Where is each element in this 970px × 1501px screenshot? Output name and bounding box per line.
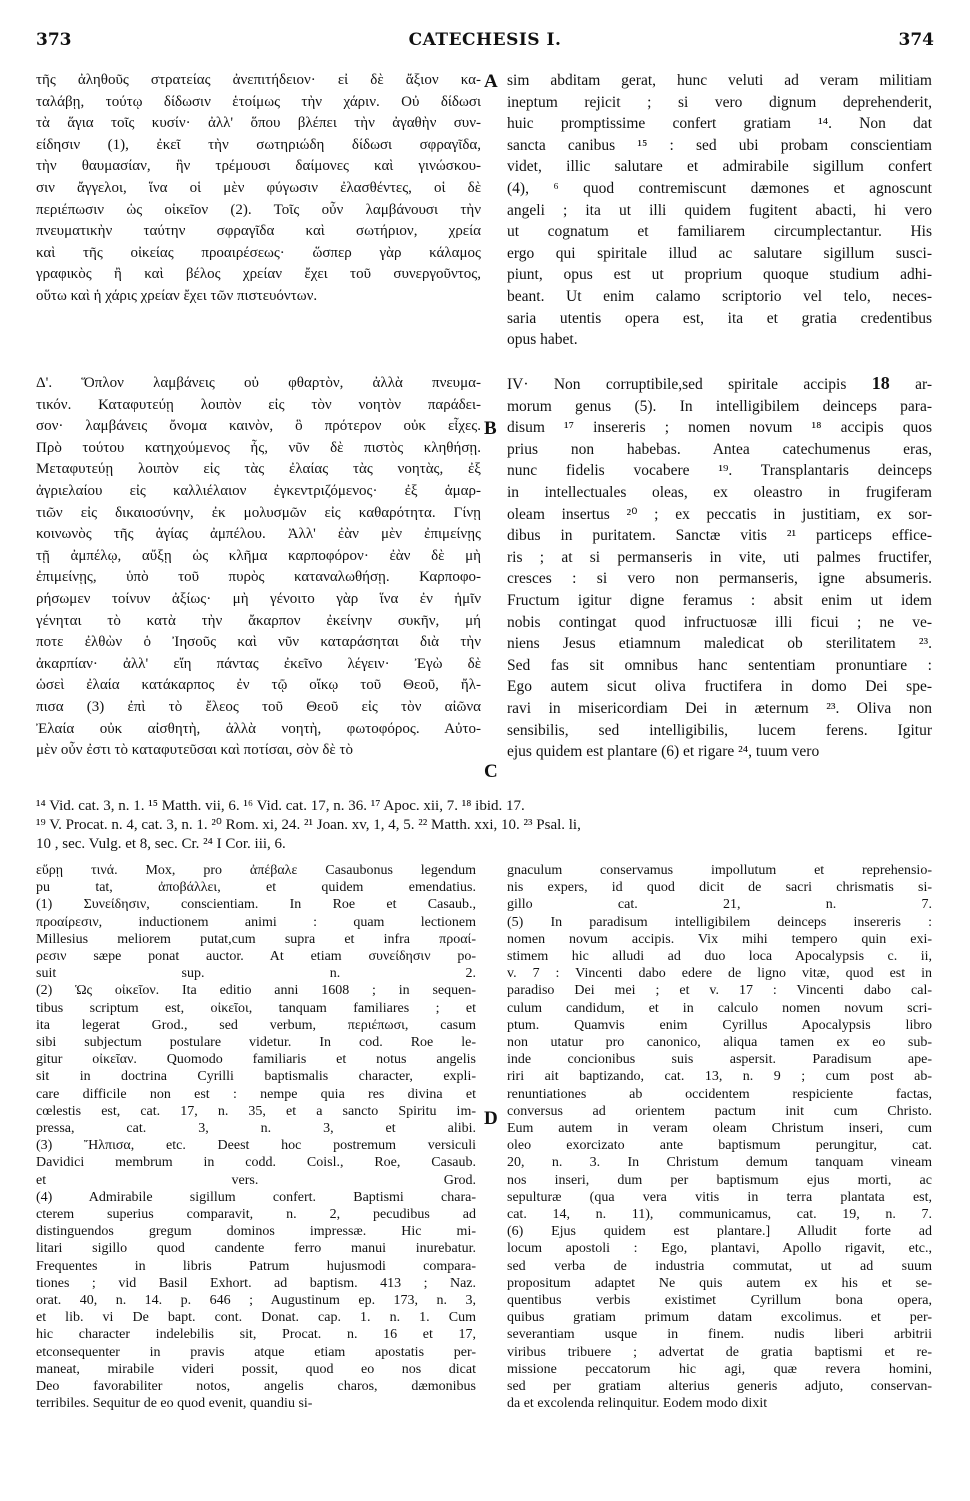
text-line: pu tat, ἀποβάλλει, et quidem emendatius. [36, 880, 476, 896]
text-line: Sed fas sit omnibus hanc sententiam pronuntiare : [507, 656, 932, 674]
text-line: pressa, cat. 3, n. 3, et alibi. [36, 1121, 476, 1137]
footnote-line-1: ¹⁴ Vid. cat. 3, n. 1. ¹⁵ Matth. vii, 6. ¹⁶ Vid. cat. 17, n. 36. ¹⁷ Apoc. xii, 7. ¹⁸ ibid. 17. [36, 798, 525, 814]
text-line: litari sigillo quod candente ferro manui inurebatur. [36, 1241, 476, 1257]
text-line: non utatur pro canonico, aliqua tamen ex eo sub- [507, 1035, 932, 1051]
text-line: περιέπωσιν ὡς οἰκεῖον (2). Τοῖς οὖν λαμβάνουσι τὴν [36, 201, 481, 218]
text-line: ris ; at si permanseris in vite, uti palmes fructifer, [507, 548, 932, 566]
footnote-line-3: 10 , sec. Vulg. et 8, sec. Cr. ²⁴ I Cor. iii, 6. [36, 836, 286, 852]
text-line: ergo qui spiritale illud ac salutare sigillum susci- [507, 244, 932, 262]
text-line: care difficile non est : nempe quia res divina et [36, 1086, 476, 1102]
text-line: paradiso Dei mei ; et v. 17 : Vincenti dabo cal- [507, 983, 932, 999]
page-number-right: 374 [898, 30, 934, 50]
text-line: sensibilis, sed intelligibilis, lucem ferens. Igitur [507, 721, 932, 739]
text-line: Μεταφυτεύῃ λοιπὸν εἰς τὰς ἐλαίας τὰς νοητὰς, ἐξ [36, 461, 481, 478]
text-line: (5) In paradisum intelligibilem deinceps insereris : [507, 914, 932, 930]
text-line: gillo cat. 21, n. 7. [507, 897, 932, 913]
text-line: πισα (3) ἐπὶ τὸ ἔλεος τοῦ Θεοῦ εἰς τὸν αἰῶνα [36, 698, 481, 715]
text-line: Δ'. Ὅπλον λαμβάνεις οὐ φθαρτὸν, ἀλλὰ πνευμα- [36, 375, 481, 391]
text-line: ptum. Quamvis enim Cyrillus Apocalypsis libro [507, 1017, 932, 1033]
text-line: in intellectuales oleas, ex oleastro in frugiferam [507, 483, 932, 501]
text-line: quentibus verbis existimet Cyrillum bona opera, [507, 1293, 932, 1309]
text-line: culum candidum, et in calculo nomen novum scri- [507, 1000, 932, 1016]
text-line: (3) Ἤλπισα, etc. Deest hoc postremum versiculi [36, 1138, 476, 1154]
text-line: Frequentes in libris Patrum hujusmodi compara- [36, 1258, 476, 1274]
text-line: et lib. vi De bapt. cont. Donat. cap. 1. n. 1. Cum [36, 1310, 476, 1326]
text-line: sancta canibus ¹⁵ : sed ubi probam conscientiam [507, 136, 932, 154]
text-line: prius non habebas. Antea catechumenus eras, [507, 440, 932, 458]
text-line: riri ait baptizando, cat. 13, n. 9 ; cum post ab- [507, 1069, 932, 1085]
text-line: nomen novum accipis. Vix mihi tempero quin exi- [507, 931, 932, 947]
text-line: πνευματικὴν ταύτην σφραγῖδα καὶ σωτήριον, χρεία [36, 223, 481, 240]
text-line: maneat, mirabile videri possit, quod eo nos dicat [36, 1361, 476, 1377]
text-line: γένηται τὸ κατὰ τὴν ἄκαρπον ἐκείνην συκῆν, μή [36, 612, 481, 629]
text-line: Fructum igitur digne feramus : absit enim ut idem [507, 591, 932, 609]
text-line: ὡσεὶ ἐλαία κατάκαρπος ἐν τῷ οἴκῳ τοῦ Θεοῦ, ἤλ- [36, 677, 481, 694]
margin-marker-b: B [484, 418, 497, 439]
text-line: et vers. Grod. [36, 1172, 476, 1188]
text-line: cresces : si vero non permanseris, igne absumeris. [507, 570, 932, 588]
text-line: (2) Ὡς οἰκεῖον. Ita editio anni 1608 ; in sequen- [36, 983, 476, 999]
text-line: morum genus (5). In intelligibilem deinceps para- [507, 397, 932, 415]
text-line: niens Jesus etiamnum maledicat ob sterilitatem ²³. [507, 635, 932, 653]
greek-column-paragraph-1 [36, 70, 481, 308]
latin-line: IV· Non corruptibile,sed spiritale accipis 18 ar- [507, 373, 932, 393]
text-line: (1) Συνείδησιν, conscientiam. In Roe et Casaub., [36, 897, 476, 913]
text-line: Ego autem sicut oliva fructifera in domo Dei spe- [507, 678, 932, 696]
text-line: inde concionibus suis aspersit. Paradisum ape- [507, 1052, 932, 1068]
text-line: καὶ τῆς οἰκείας προαιρέσεως· ὥσπερ γὰρ κάλαμος [36, 244, 481, 261]
text-line: cterem superius comparavit, n. 2, pecudibus ad [36, 1207, 476, 1223]
text-line: Davidici membrum in codd. Coisl., Roe, Casaub. [36, 1155, 476, 1171]
text-line: σον· λαμβάνεις ὄνομα καινὸν, ὃ πρότερον οὐκ εἶχες. [36, 418, 481, 435]
text-line: conversus ad orientem pactum init cum Christo. [507, 1103, 932, 1119]
text-line: gnaculum conservamus impollutum et reprehensio- [507, 863, 932, 878]
text-line: Millesius meliorem putat,cum supra et infra προαί- [36, 931, 476, 947]
text-line: ποτε ἐλθὼν ὁ Ἰησοῦς καὶ νῦν καταράσηται διὰ τὴν [36, 634, 481, 651]
text-line: orat. 40, n. 14. p. 646 ; Augustinum ep. 173, n. 3, [36, 1293, 476, 1309]
notes-left-column [36, 862, 476, 1413]
text-line: nunc fidelis vocabere ¹⁹. Transplantaris deinceps [507, 462, 932, 480]
margin-marker-a: A [484, 71, 498, 92]
text-line: gitur οἰκεῖαν. Quomodo familiaris et notus angelis [36, 1052, 476, 1068]
text-line: huic promptissime confert gratiam ¹⁴. Non dat [507, 115, 932, 133]
text-line: cat. 14, n. 11), communicamus, cat. 19, n. 7. [507, 1207, 932, 1223]
text-line: (6) Ejus quidem est plantare.] Alludit forte ad [507, 1224, 932, 1240]
text-line: ρεσιν sæpe ponat auctor. At etiam συνείδησιν po- [36, 949, 476, 965]
text-line: ejus quidem est plantare (6) et rigare ²⁴, tuum vero [507, 743, 820, 761]
chapter-number: 18 [871, 373, 890, 393]
greek-column-paragraph-2 [36, 373, 481, 762]
text-line: etconsequenter in pravis atque etiam apostatis per- [36, 1344, 476, 1360]
text-line: suit sup. n. 2. [36, 966, 476, 982]
text-line: κοινωνὸς τῆς ἁγίας ἀμπέλου. Ἀλλ' ἐὰν μὲν ἐπιμείνῃς [36, 526, 481, 543]
text-line: sibi subjectum postulare videtur. In cod. Roe le- [36, 1035, 476, 1051]
text-line: hic character indelebilis sit, Procat. n. 16 et 17, [36, 1327, 476, 1343]
text-line: τὰ ἅγια τοῖς κυσίν· ἀλλ' ὅπου βλέπει τὴν ἀγαθὴν συν- [36, 115, 481, 132]
text-line: da et excolenda relinquitur. Eodem modo dixit [507, 1396, 768, 1412]
text-line: Ἐλαία οὐκ αἰσθητὴ, ἀλλὰ νοητὴ, φωτοφόρος. Αὐτο- [36, 720, 481, 737]
text-line: oleo exorcizato ante baptismum perungitur, cat. [507, 1138, 932, 1154]
text-line: τῆς ἀληθοῦς στρατείας ἀνεπιτήδειον· εἰ δὲ ἄξιον κα- [36, 72, 481, 88]
text-line: sit in doctrina Cyrilli baptismalis character, expli- [36, 1069, 476, 1085]
text-line: τῇ ἀμπέλῳ, αὔξῃ ὡς κλῆμα καρποφόρον· ἐὰν δὲ μὴ [36, 547, 481, 564]
text-line: sed per gratiam alterius generis adjuto, conservan- [507, 1379, 932, 1395]
latin-column-paragraph-2 [507, 373, 932, 763]
text-line: distinguendos gregum dominos impressæ. Hic mi- [36, 1224, 476, 1240]
text-line: ἀγριελαίου εἰς καλλιέλαιον ἐγκεντριζόμενος· ἐξ ἁμαρ- [36, 482, 481, 499]
running-title: CATECHESIS I. [408, 30, 562, 50]
text-line: sed verba de industria commutat, ut ad suum [507, 1258, 932, 1274]
latin-column-paragraph-1 [507, 70, 932, 351]
margin-marker-c: C [484, 761, 498, 782]
text-line: saria utentis opera est, ita et gratia credentibus [507, 309, 932, 327]
text-line: piunt, opus est ut proprium quoque studium adhi- [507, 266, 932, 284]
text-line: τὴν θαυμασίαν, ἣν τρέμουσι δαίμονες καὶ γινώσκου- [36, 158, 481, 175]
text-line: sim abditam gerat, hunc veluti ad veram militiam [507, 72, 932, 89]
text-line: προαίρεσιν, inductionem animi : quam lectionem [36, 914, 476, 930]
text-line: nobis contingat quod infructuosæ illi ficui ; ne ve- [507, 613, 932, 631]
text-line: missione peccatorum hic agi, quæ revera homini, [507, 1361, 932, 1377]
text-line: ita legerat Grod., sed verbum, περιέπωσι, casum [36, 1017, 476, 1033]
text-line: propositum adaptet Ne quis autem ex his et se- [507, 1275, 932, 1291]
text-line: (4) Admirabile sigillum confert. Baptismi chara- [36, 1189, 476, 1205]
text-line: beant. Ut enim calamo scriptorio vel telo, neces- [507, 287, 932, 305]
text-line: Deo favorabiliter notos, angelis charos, dæmonibus [36, 1379, 476, 1395]
text-line: ineptum rejicit ; si vero dignum deprehenderit, [507, 93, 932, 111]
footnote-line-2: ¹⁹ V. Procat. n. 4, cat. 3, n. 1. ²⁰ Rom. xi, 24. ²¹ Joan. xv, 1, 4, 5. ²² Matth. xxi, 10. ²³ Psal. li, [36, 817, 581, 833]
text-line: οὕτω καὶ ἡ χάρις χρείαν ἔχει τῶν πιστευόντων. [36, 287, 318, 304]
text-line: videt, illic salutare et admirabile sigillum confert [507, 158, 932, 176]
text-line: μὲν οὖν ἐστι τὸ καταφυτεῦσαι καὶ ποτίσαι, σὸν δὲ τὸ [36, 742, 353, 759]
text-line: ταλάβῃ, τούτῳ δίδωσιν ἑτοίμως τὴν χάριν. Οὐ δίδωσι [36, 93, 481, 110]
text-line: nos inseri, dum per baptismum ejus morti, ac [507, 1172, 932, 1188]
text-line: ravi in misericordiam Dei in æternum ²³. Oliva non [507, 699, 932, 717]
text-line: viribus tribuere ; advertat de gratia baptismi et re- [507, 1344, 932, 1360]
text-line: γραφικὸς ἢ καὶ βέλος χρείαν ἔχει τοῦ συνεργοῦντος, [36, 266, 481, 283]
text-line: (4), ⁶ quod contremiscunt dæmones et agnoscunt [507, 179, 932, 197]
text-line: severantiam usque in finem. nudis liberi arbitrii [507, 1327, 932, 1343]
text-line: tibus scriptum est, οἰκεῖοι, tanquam familiares ; et [36, 1000, 476, 1016]
text-line: locum apostoli : Ego, plantavi, Apollo rigavit, etc., [507, 1241, 932, 1257]
text-line: Πρὸ τούτου κατηχούμενος ἦς, νῦν δὲ πιστὸς κληθήσῃ. [36, 439, 481, 456]
text-line: εὕρῃ τινά. Mox, pro ἀπέβαλε Casaubonus legendum [36, 863, 476, 878]
text-line: ἀκαρπίαν· ἀλλ' εἴη πάντας ἐκεῖνο λέγειν· Ἐγὼ δὲ [36, 655, 481, 672]
text-line: cœlestis est, cat. 17, n. 35, et a sancto Spiritu im- [36, 1103, 476, 1119]
page-header [0, 30, 970, 60]
text-line: σιν ἄγγελοι, ἵνα οἱ μὲν φύγωσιν ἐλασθέντες, οἱ δὲ [36, 179, 481, 196]
text-line: opus habet. [507, 331, 578, 349]
text-line: τιῶν εἰς δικαιοσύνην, ἐκ μολυσμῶν εἰς καθαρότητα. Γίνῃ [36, 504, 481, 521]
page-number-left: 373 [36, 30, 72, 50]
text-line: angeli ; ita ut illi quidem fugitent abacti, hi vero [507, 201, 932, 219]
margin-marker-d: D [484, 1108, 498, 1129]
text-line: dibus in puritatem. Sanctæ vitis ²¹ particeps effice- [507, 527, 932, 545]
notes-right-column [507, 862, 932, 1413]
text-line: quibus gratiam primum datam excolimus. et per- [507, 1310, 932, 1326]
text-line: v. 7 : Vincenti dabo edere de ligno vitæ, quod est in [507, 966, 932, 982]
text-line: ἐπιμείνῃς, ὑπὸ τοῦ πυρὸς καταναλωθήσῃ. Καρποφο- [36, 569, 481, 586]
text-line: nis expers, id quod dicit de sacri chrismatis si- [507, 880, 932, 896]
text-line: είδησιν (1), ἐκεῖ τὴν σωτηριώδη δίδωσι σφραγῖδα, [36, 136, 481, 153]
text-line: ρήσωμεν τοίνυν ἀξίως· μὴ γένοιτο γὰρ ἵνα ἐν ἡμῖν [36, 590, 481, 607]
text-line: stimem hic alludi ad duo loca Apocalypsis c. ii, [507, 949, 932, 965]
text-line: renuntiationes ab occidentem respiciente factas, [507, 1086, 932, 1102]
text-line: τικόν. Καταφυτεύῃ λοιπὸν εἰς τὸν νοητὸν παράδει- [36, 396, 481, 413]
text-line: 20, n. 3. In Christum demum tanquam vineam [507, 1155, 932, 1171]
text-line: sepulturæ (qua vera vitis in terra plantata est, [507, 1189, 932, 1205]
text-line: oleam insertus ²⁰ ; ex peccatis in justitiam, ex sor- [507, 505, 932, 523]
text-line: disum ¹⁷ insereris ; nomen novum ¹⁸ accipis quos [507, 419, 932, 437]
text-line: Eum autem in veram oleam Christum inseri, cum [507, 1121, 932, 1137]
text-line: terribiles. Sequitur de eo quod evenit, quandiu si- [36, 1396, 313, 1412]
text-line: ut cognatum et familiarem circumplectantur. His [507, 223, 932, 241]
text-line: tiones ; vid Basil Exhort. ad baptism. 413 ; Naz. [36, 1275, 476, 1291]
